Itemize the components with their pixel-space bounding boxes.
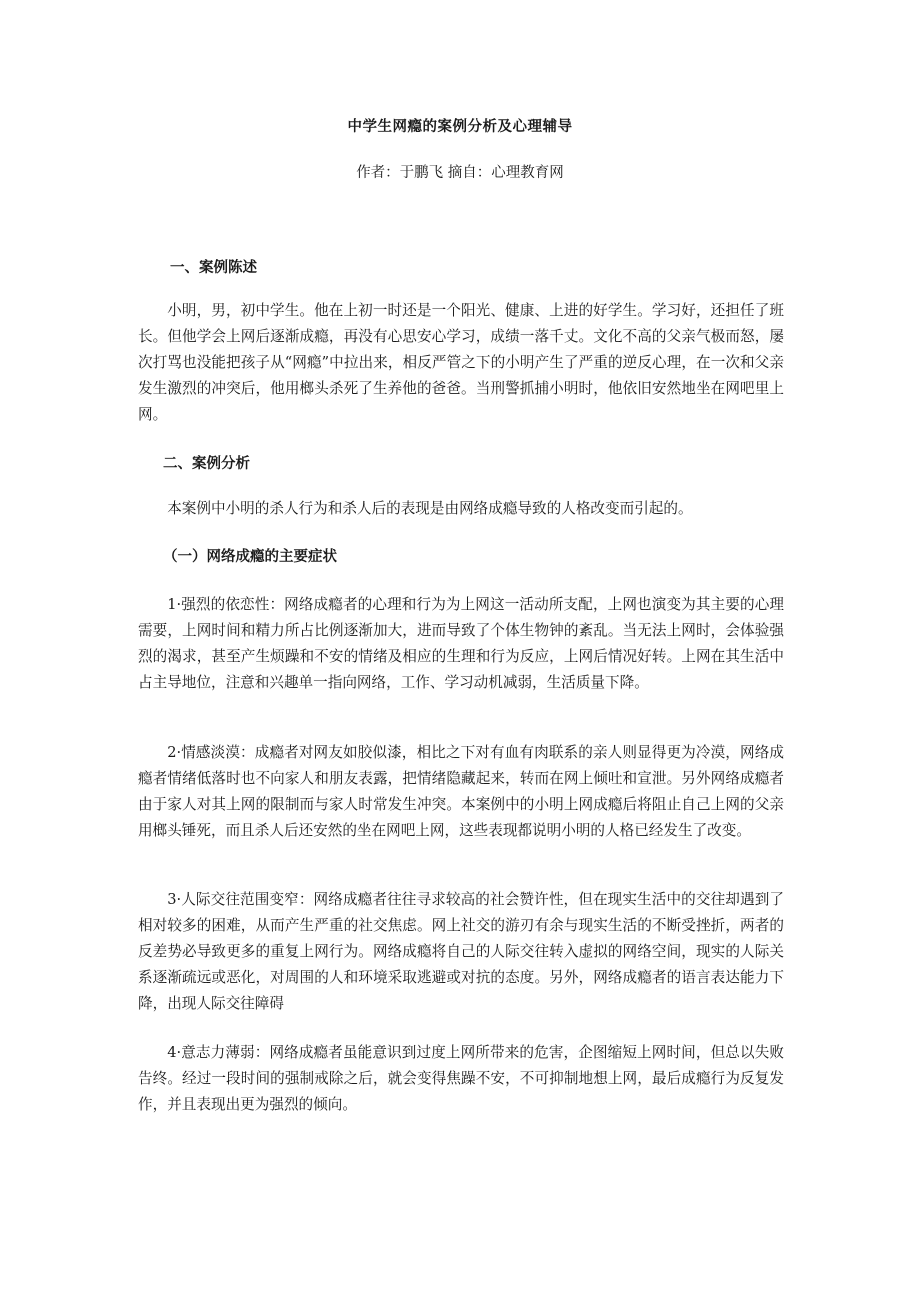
document-title: 中学生网瘾的案例分析及心理辅导	[347, 119, 573, 135]
case-analysis-intro: 本案例中小明的杀人行为和杀人后的表现是由网络成瘾导致的人格改变而引起的。	[167, 500, 693, 517]
symptom-item-2: 2·情感淡漠：成瘾者对网友如胶似漆，相比之下对有血有肉联系的亲人则显得更为冷漠，网络成瘾者情绪低落时也不向家人和朋友表露，把情绪隐藏起来，转而在网上倾吐和宣泄。另外网络成瘾者由于家人对其上网的限制而与家人时常发生冲突。本案例中的小明上网成瘾后将阻止自己上网的父亲用榔头锤死，而且杀人后还安然的坐在网吧上网，这些表现都说明小明的人格已经发生了改变。	[138, 744, 784, 839]
symptom-item-3: 3·人际交往范围变窄：网络成瘾者往往寻求较高的社会赞许性，但在现实生活中的交往却遇到了相对较多的困难，从而产生严重的社交焦虑。网上社交的游刃有余与现实生活的不断受挫折，两者的反差势必导致更多的重复上网行为。网络成瘾将自己的人际交往转入虚拟的网络空间，现实的人际关系逐渐疏远或恶化，对周围的人和环境采取逃避或对抗的态度。另外，网络成瘾者的语言表达能力下降，出现人际交往障碍	[138, 891, 784, 1012]
case-statement-paragraph: 小明，男，初中学生。他在上初一时还是一个阳光、健康、上进的好学生。学习好，还担任了班长。但他学会上网后逐渐成瘾，再没有心思安心学习，成绩一落千丈。文化不高的父亲气极而怒，屡次打骂也没能把孩子从“网瘾”中拉出来，相反严管之下的小明产生了严重的逆反心理，在一次和父亲发生激烈的冲突后，他用榔头杀死了生养他的爸爸。当刑警抓捕小明时，他依旧安然地坐在网吧里上网。	[138, 302, 784, 423]
section-heading-case-analysis: 二、案例分析	[163, 456, 250, 472]
symptom-item-4: 4·意志力薄弱：网络成瘾者虽能意识到过度上网所带来的危害，企图缩短上网时间，但总以失败告终。经过一段时间的强制戒除之后，就会变得焦躁不安，不可抑制地想上网，最后成瘾行为反复发作，并且表现出更为强烈的倾向。	[138, 1044, 784, 1113]
symptom-item-1: 1·强烈的依恋性：网络成瘾者的心理和行为为上网这一活动所支配，上网也演变为其主要的心理需要，上网时间和精力所占比例逐渐加大，进而导致了个体生物钟的紊乱。当无法上网时，会体验强烈的渴求，甚至产生烦躁和不安的情绪及相应的生理和行为反应，上网后情况好转。上网在其生活中占主导地位，注意和兴趣单一指向网络，工作、学习动机减弱，生活质量下降。	[138, 596, 784, 691]
section-heading-case-statement: 一、案例陈述	[170, 260, 257, 276]
document-byline: 作者：于鹏飞 摘自：心理教育网	[356, 165, 564, 181]
subheading-symptoms: （一）网络成瘾的主要症状	[163, 549, 337, 565]
